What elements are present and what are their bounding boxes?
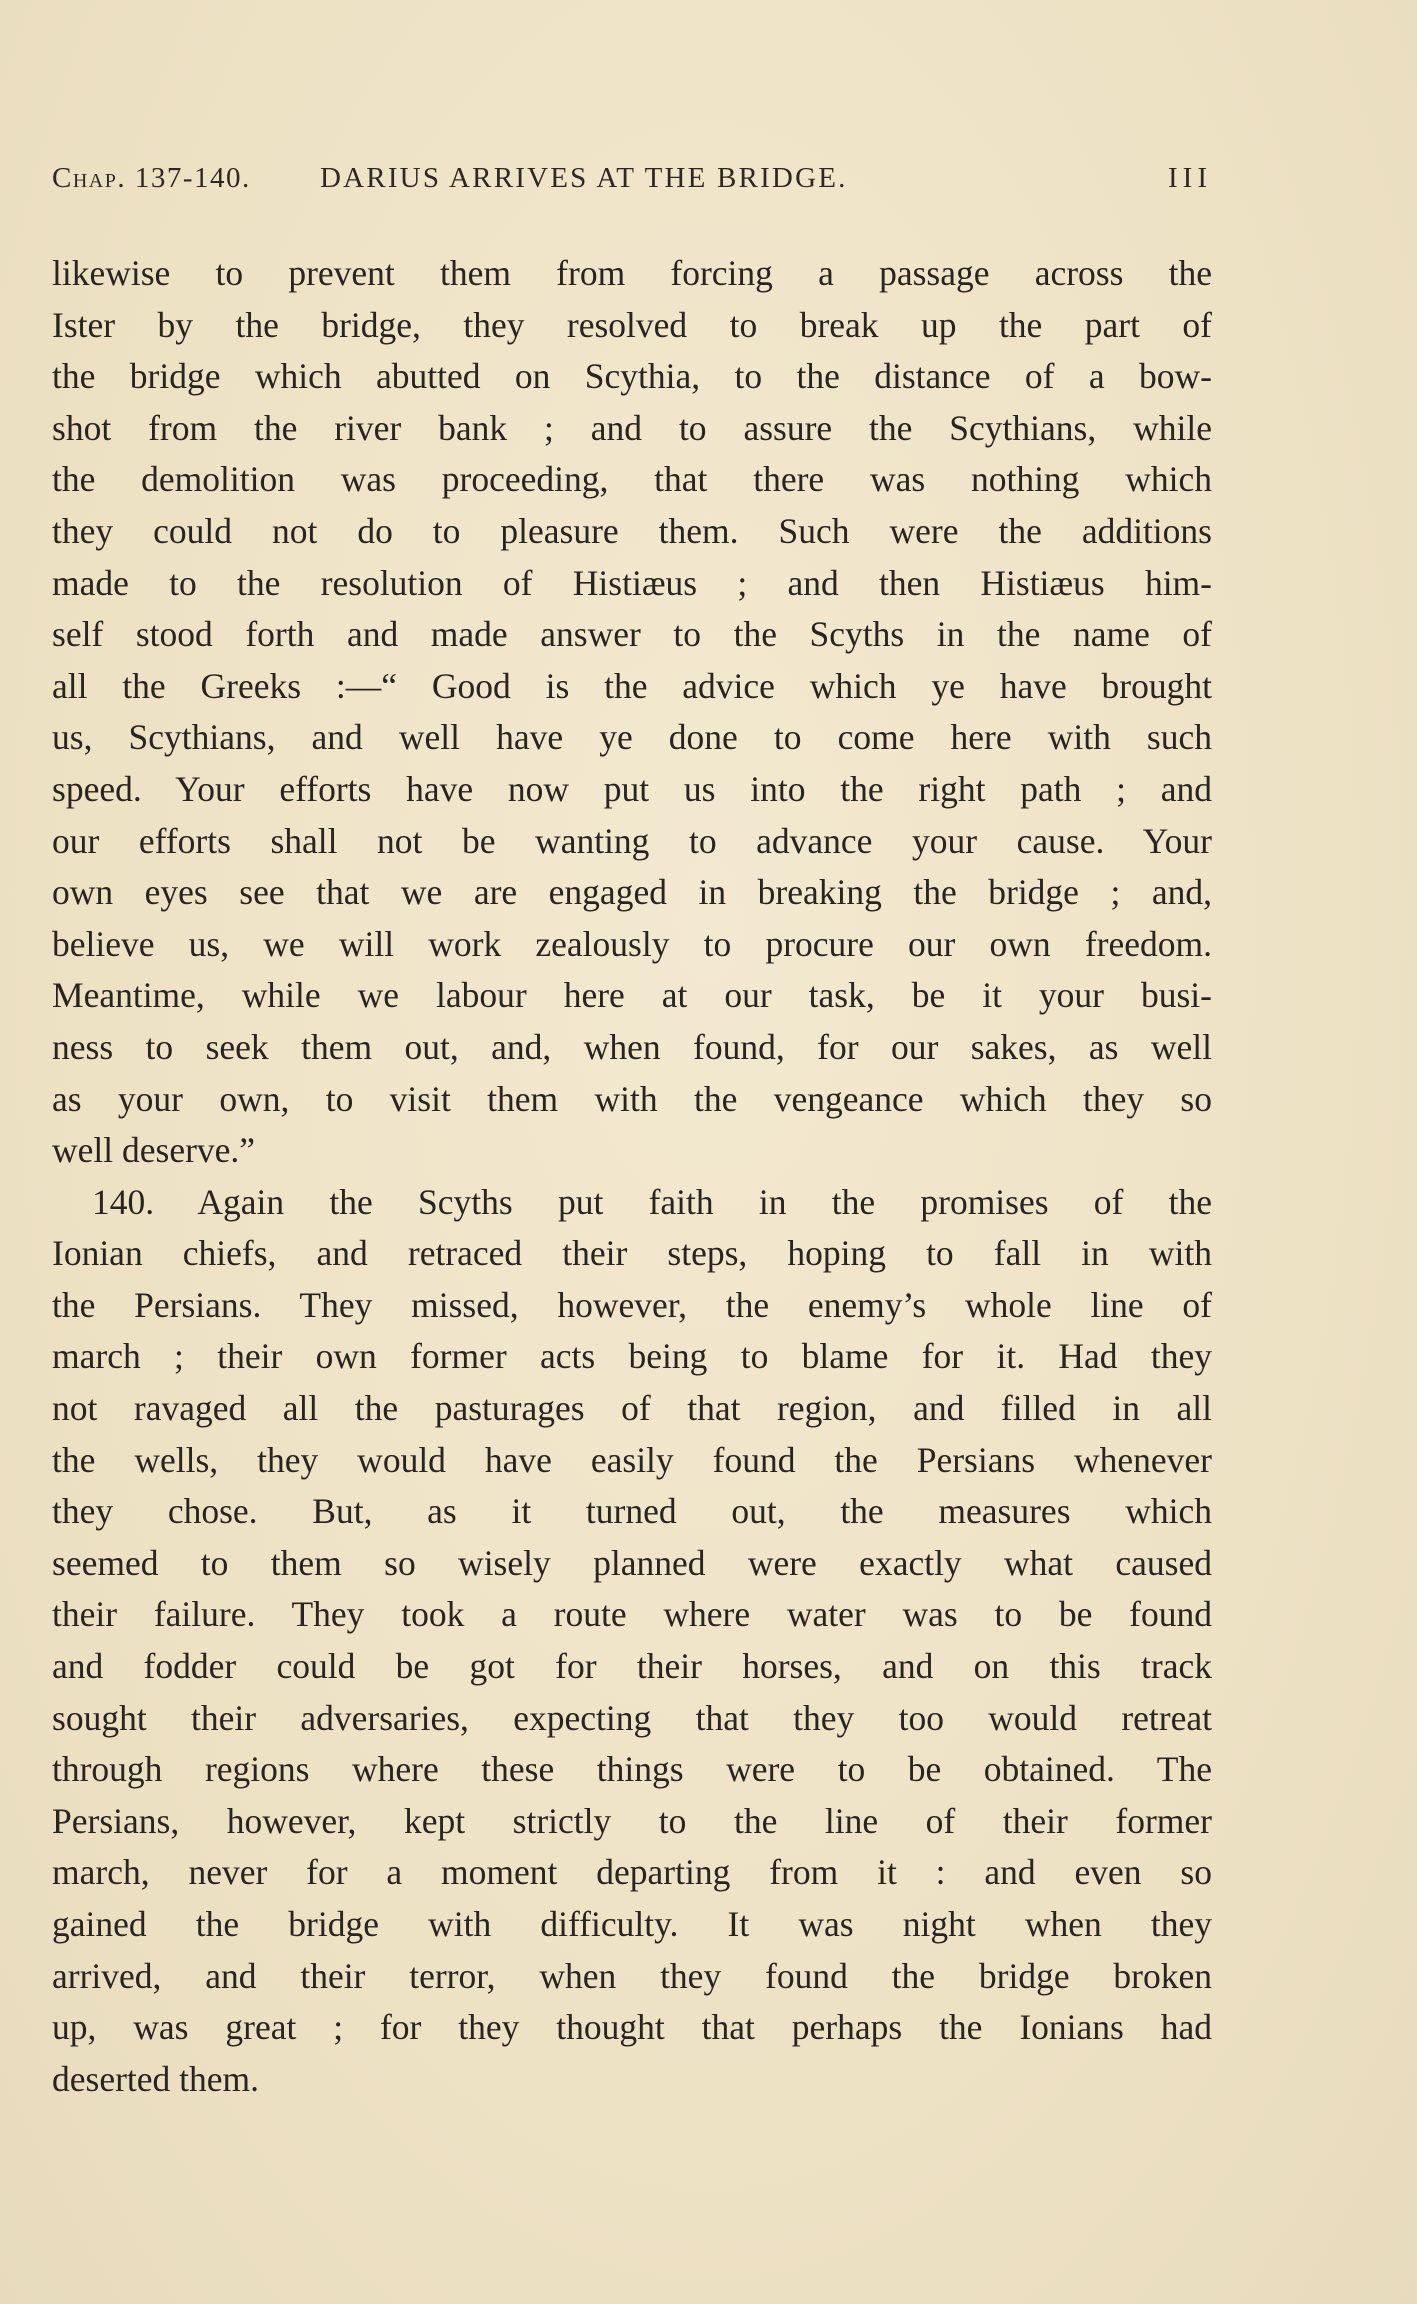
text-line: they chose. But, as it turned out, the measures which xyxy=(52,1491,1212,1532)
text-line: the demolition was proceeding, that there was nothing which xyxy=(52,459,1212,500)
text-line: the bridge which abutted on Scythia, to the distance of a bow- xyxy=(52,356,1212,397)
text-line: sought their adversaries, expecting that they too would retreat xyxy=(52,1697,1212,1738)
text-line: seemed to them so wisely planned were exactly what caused xyxy=(52,1542,1212,1583)
text-line: through regions where these things were to be obtained. The xyxy=(52,1749,1212,1790)
text-line: up, was great ; for they thought that perhaps the Ionians had xyxy=(52,2007,1212,2048)
text-line: believe us, we will work zealously to procure our own freedom. xyxy=(52,923,1212,964)
text-line: our efforts shall not be wanting to advance your cause. Your xyxy=(52,820,1212,861)
running-title: DARIUS ARRIVES AT THE BRIDGE. xyxy=(320,162,848,194)
running-head xyxy=(52,162,1212,206)
text-line: gained the bridge with difficulty. It was night when they xyxy=(52,1904,1212,1944)
text-line: not ravaged all the pasturages of that region, and filled in all xyxy=(52,1388,1212,1429)
text-line-paragraph-end: well deserve.” xyxy=(52,1130,256,1171)
text-line: all the Greeks :—“ Good is the advice which ye have brought xyxy=(52,665,1212,706)
text-line: march ; their own former acts being to blame for it. Had they xyxy=(52,1336,1212,1377)
text-line: ness to seek them out, and, when found, for our sakes, as well xyxy=(52,1026,1212,1067)
text-line: they could not do to pleasure them. Such were the additions xyxy=(52,510,1212,551)
text-line-paragraph-end: deserted them. xyxy=(52,2058,260,2099)
text-line: and fodder could be got for their horses, and on this track xyxy=(52,1646,1212,1687)
text-line: us, Scythians, and well have ye done to come here with such xyxy=(52,717,1212,758)
text-line-section-140-start: 140. Again the Scyths put faith in the promises of the xyxy=(92,1181,1212,1222)
text-line: Ister by the bridge, they resolved to break up the part of xyxy=(52,304,1212,345)
text-line: speed. Your efforts have now put us into the right path ; and xyxy=(52,768,1212,809)
text-line: march, never for a moment departing from it : and even so xyxy=(52,1852,1212,1893)
body-text xyxy=(52,248,1212,2105)
text-line: shot from the river bank ; and to assure the Scythians, while xyxy=(52,407,1212,448)
text-line: likewise to prevent them from forcing a passage across the xyxy=(52,253,1212,293)
text-line: own eyes see that we are engaged in breaking the bridge ; and, xyxy=(52,872,1212,913)
text-line: the Persians. They missed, however, the enemy’s whole line of xyxy=(52,1284,1212,1325)
text-line: the wells, they would have easily found the Persians whenever xyxy=(52,1439,1212,1480)
chapter-reference: Chap. 137-140. xyxy=(52,162,251,194)
text-line: their failure. They took a route where water was to be found xyxy=(52,1594,1212,1635)
text-line: Ionian chiefs, and retraced their steps, hoping to fall in with xyxy=(52,1233,1212,1274)
text-line: as your own, to visit them with the vengeance which they so xyxy=(52,1078,1212,1119)
text-line: Persians, however, kept strictly to the line of their former xyxy=(52,1800,1212,1841)
page-number: III xyxy=(1168,162,1212,194)
text-line: Meantime, while we labour here at our task, be it your busi- xyxy=(52,975,1212,1016)
text-line: self stood forth and made answer to the Scyths in the name of xyxy=(52,614,1212,655)
text-line: made to the resolution of Histiæus ; and then Histiæus him- xyxy=(52,562,1212,603)
text-line: arrived, and their terror, when they found the bridge broken xyxy=(52,1955,1212,1996)
